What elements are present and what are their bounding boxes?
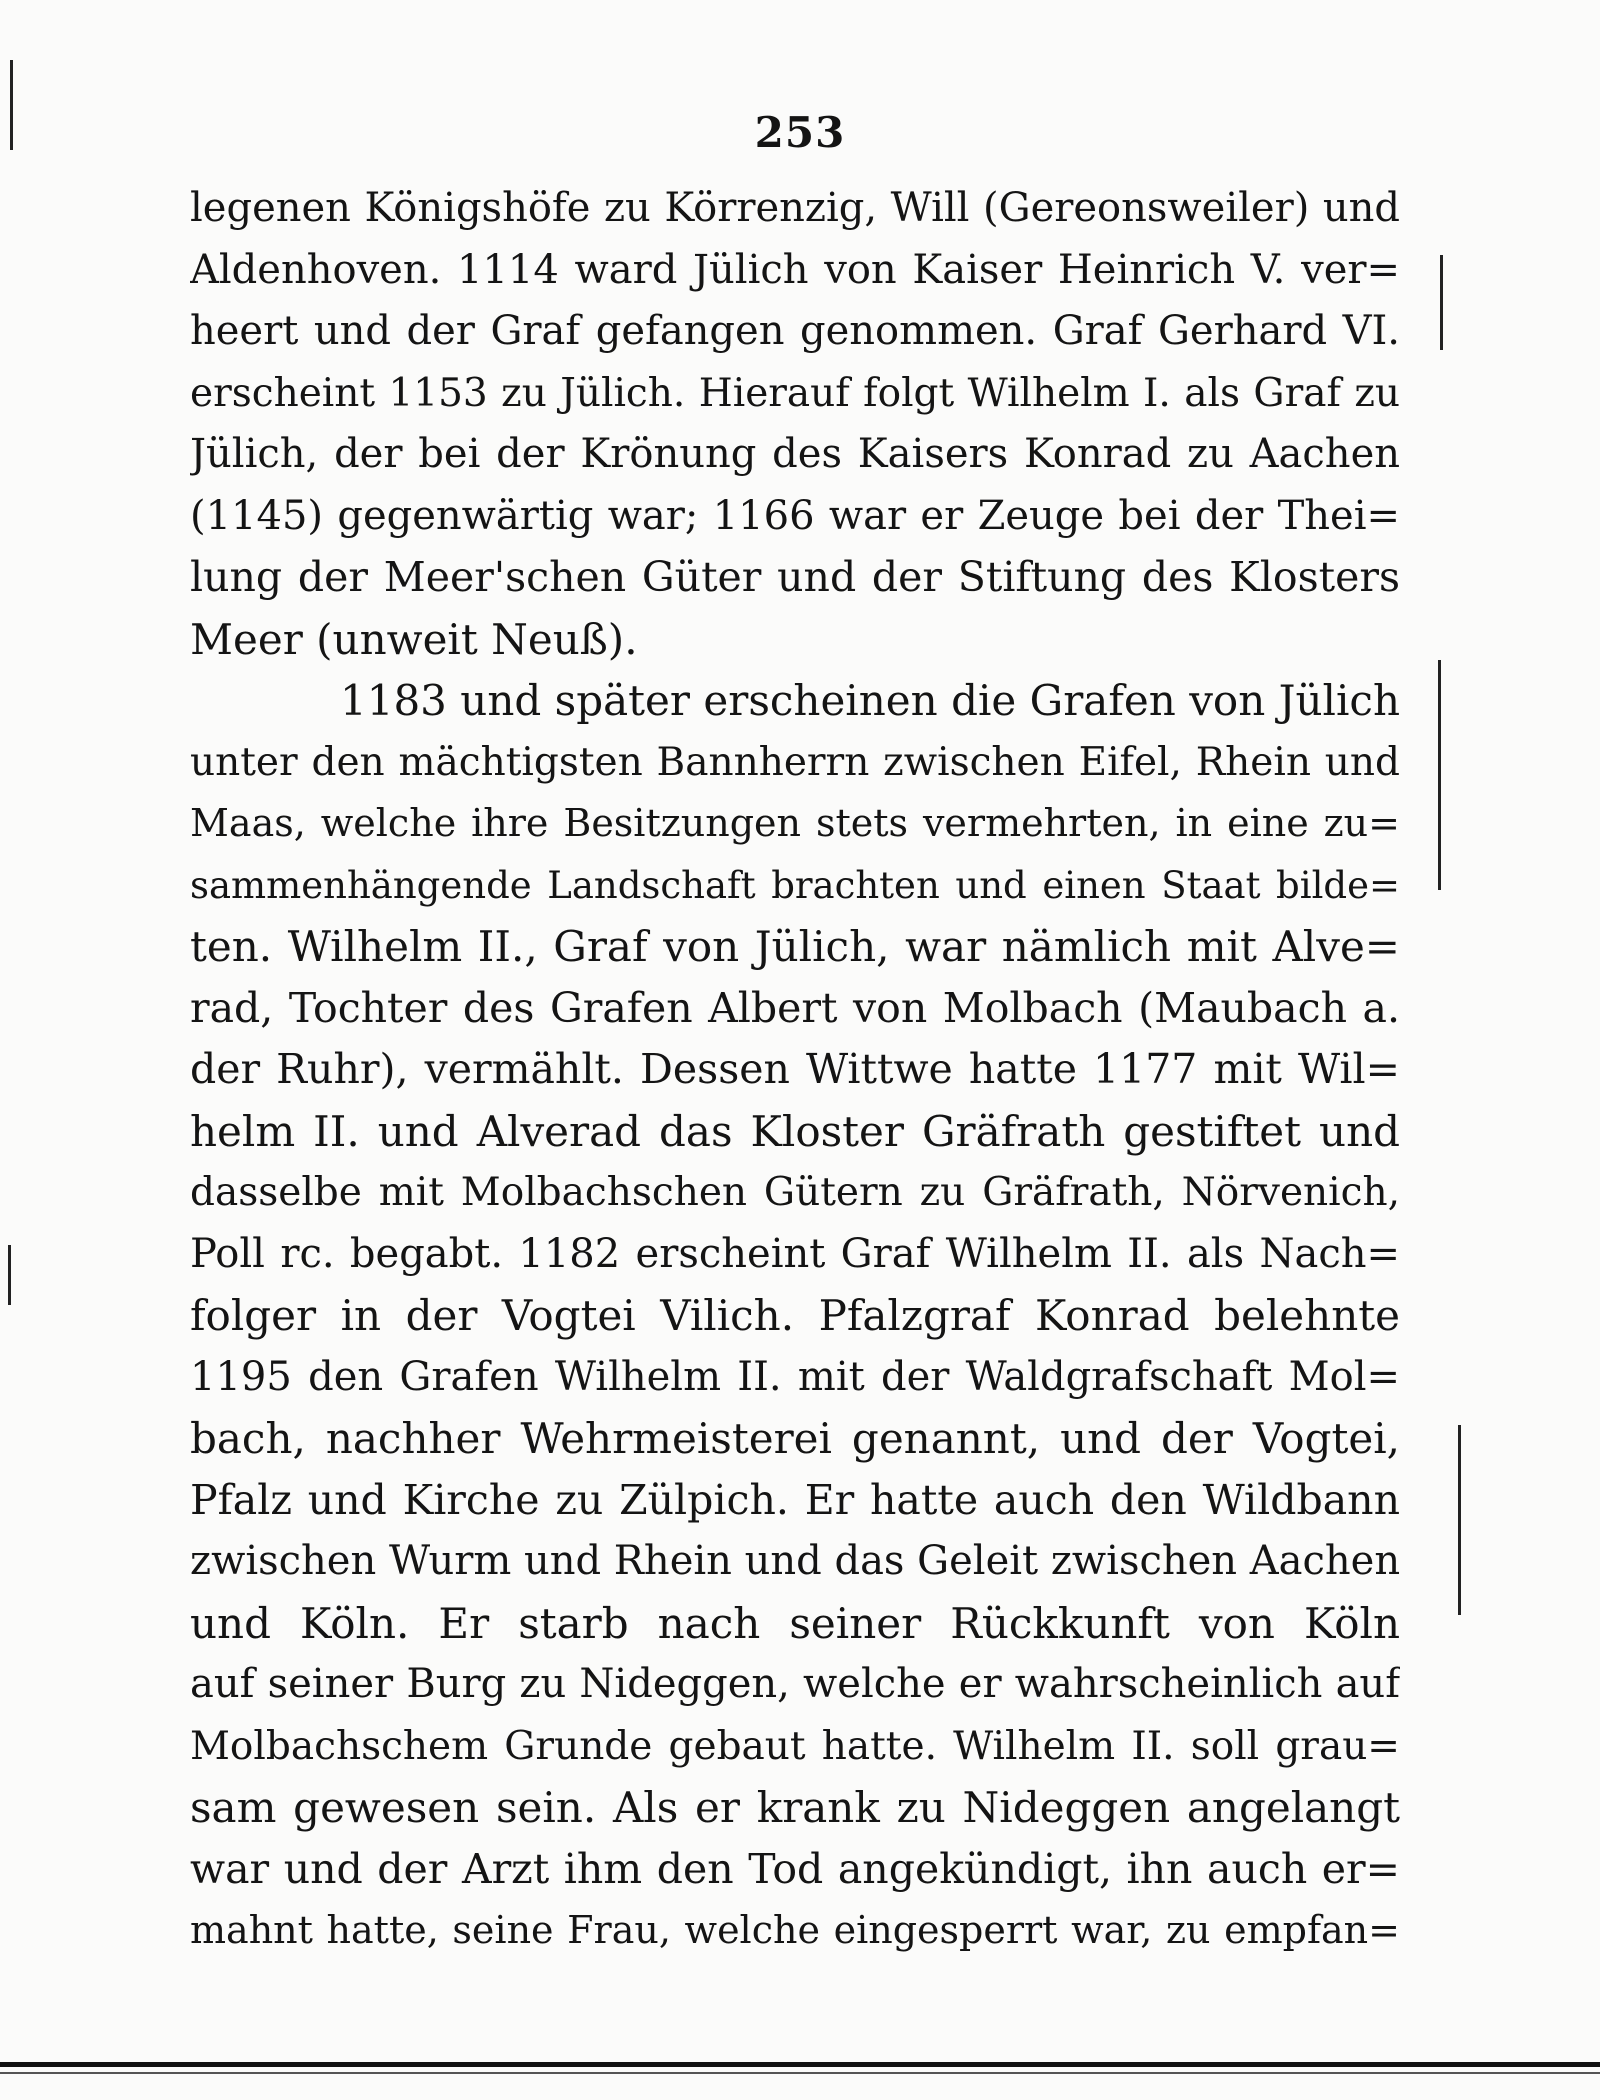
text-line: sam gewesen sein. Als er krank zu Nideggen angelangt [190, 1783, 1400, 1832]
text-line: erscheint 1153 zu Jülich. Hierauf folgt Wilhelm I. als Graf zu [190, 370, 1400, 416]
page-bottom-edge [0, 2062, 1600, 2067]
text-line: bach, nachher Wehrmeisterei genannt, und der Vogtei, [190, 1414, 1400, 1463]
text-line: Molbachschem Grunde gebaut hatte. Wilhelm II. soll grau= [190, 1723, 1400, 1769]
text-line: Poll rc. begabt. 1182 erscheint Graf Wilhelm II. als Nach= [190, 1230, 1400, 1277]
text-line: der Ruhr), vermählt. Dessen Wittwe hatte 1177 mit Wil= [190, 1045, 1400, 1093]
body-text [190, 178, 1400, 1962]
text-line: 1183 und später erscheinen die Grafen von Jülich [340, 676, 1400, 725]
text-line: zwischen Wurm und Rhein und das Geleit zwischen Aachen [190, 1538, 1400, 1584]
text-line: unter den mächtigsten Bannherrn zwischen Eifel, Rhein und [190, 739, 1400, 785]
text-line: rad, Tochter des Grafen Albert von Molbach (Maubach a. [190, 983, 1400, 1032]
margin-mark [1438, 660, 1441, 890]
margin-mark [10, 60, 13, 150]
text-line: auf seiner Burg zu Nideggen, welche er wahrscheinlich auf [190, 1661, 1400, 1707]
page-number: 253 [754, 108, 846, 157]
text-line: Maas, welche ihre Besitzungen stets vermehrten, in eine zu= [190, 801, 1400, 845]
text-line: mahnt hatte, seine Frau, welche eingesperrt war, zu empfan= [190, 1908, 1400, 1952]
page-bottom-edge-shadow [0, 2072, 1600, 2074]
text-line: 1195 den Grafen Wilhelm II. mit der Waldgrafschaft Mol= [190, 1353, 1400, 1400]
text-line: (1145) gegenwärtig war; 1166 war er Zeuge bei der Thei= [190, 492, 1400, 539]
text-line: ten. Wilhelm II., Graf von Jülich, war nämlich mit Alve= [190, 922, 1400, 971]
text-line: helm II. und Alverad das Kloster Gräfrath gestiftet und [190, 1106, 1400, 1156]
text-line: Aldenhoven. 1114 ward Jülich von Kaiser Heinrich V. ver= [190, 246, 1400, 293]
text-line: Meer (unweit Neuß). [190, 614, 638, 664]
text-line: Pfalz und Kirche zu Zülpich. Er hatte auch den Wildbann [190, 1475, 1400, 1524]
margin-mark [1440, 255, 1443, 350]
text-line: Jülich, der bei der Krönung des Kaisers Konrad zu Aachen [190, 431, 1400, 477]
text-line: legenen Königshöfe zu Körrenzig, Will (Gereonsweiler) und [190, 185, 1400, 231]
margin-mark [1458, 1425, 1461, 1615]
text-line: dasselbe mit Molbachschen Gütern zu Gräfrath, Nörvenich, [190, 1170, 1400, 1215]
text-line: sammenhängende Landschaft brachten und einen Staat bilde= [190, 863, 1400, 907]
text-line: folger in der Vogtei Vilich. Pfalzgraf Konrad belehnte [190, 1291, 1400, 1340]
text-line: lung der Meer'schen Güter und der Stiftung des Klosters [190, 553, 1400, 601]
text-line: war und der Arzt ihm den Tod angekündigt, ihn auch er= [190, 1844, 1400, 1893]
text-line: und Köln. Er starb nach seiner Rückkunft von Köln [190, 1598, 1400, 1648]
margin-mark [8, 1245, 11, 1305]
text-line: heert und der Graf gefangen genommen. Graf Gerhard VI. [190, 308, 1400, 354]
